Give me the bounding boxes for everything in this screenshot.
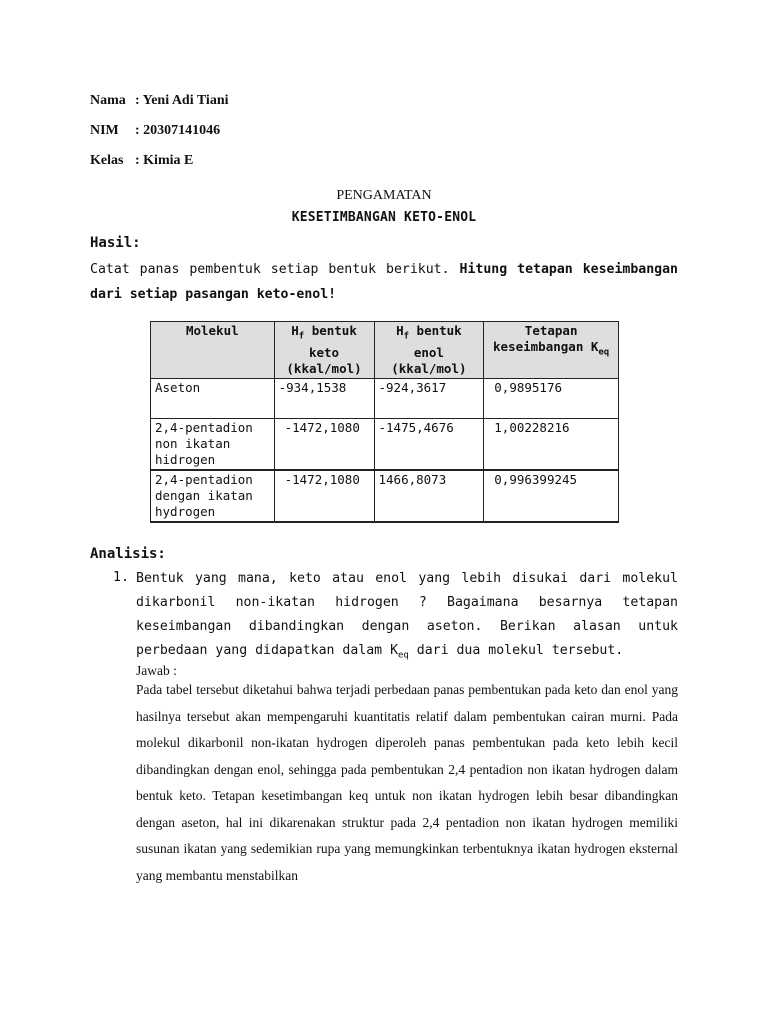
table-row: [151, 378, 619, 418]
cell-enol: 1466,8073: [374, 470, 484, 522]
hasil-heading: Hasil:: [90, 235, 141, 251]
analisis-heading: Analisis:: [90, 546, 166, 562]
cell-enol: -1475,4676: [374, 418, 484, 470]
table-row: [151, 470, 619, 522]
cell-keto: -934,1538: [274, 378, 374, 418]
nim-value: : 20307141046: [135, 123, 221, 138]
name-value: : Yeni Adi Tiani: [135, 93, 229, 108]
kelas-value: : Kimia E: [135, 153, 194, 168]
cell-keq: 0,996399245: [484, 470, 619, 522]
question-number: 1.: [113, 570, 129, 585]
cell-keq: 1,00228216: [484, 418, 619, 470]
name-label: Nama: [90, 93, 126, 108]
hasil-intro: [90, 257, 678, 307]
question-text: Bentuk yang mana, keto atau enol yang lebih disukai dari molekul dikarbonil non-ikatan hidrogen ? Bagaimana besarnya tetapan keseimbangan dibandingkan dengan aseton. Berikan alasan untuk perbedaan yang didapatkan dalam $K_{eq}$ dari dua molekul tersebut.: [136, 571, 678, 661]
cell-molekul: 2,4-pentadion dengan ikatan hydrogen: [151, 470, 275, 522]
table-header-row: [151, 322, 619, 379]
header-molekul: Molekul: [151, 322, 275, 379]
intro-bold: Hitung tetapan keseimbangan dari setiap pasangan keto-enol!: [90, 262, 679, 302]
results-table: [150, 321, 619, 523]
cell-keq: 0,9895176: [484, 378, 619, 418]
cell-keto: -1472,1080: [274, 470, 374, 522]
header-hf-keto: $H_f$ bentuk keto (kkal/mol): [274, 322, 374, 379]
header-hf-enol: $H_f$ bentuk enol (kkal/mol): [374, 322, 484, 379]
intro-plain: Catat panas pembentuk setiap bentuk berikut.: [90, 262, 460, 277]
cell-enol: -924,3617: [374, 378, 484, 418]
answer-text: Pada tabel tersebut diketahui bahwa terjadi perbedaan panas pembentukan pada keto dan enol yang hasilnya tersebut akan mempengaruhi kuantitatis relatif dalam pembentukan cairan murni. Pada molekul dikarbonil non-ikatan hydrogen diperoleh panas pembentukan pada keto lebih kecil dibandingkan dengan enol, sehingga pada pembentukan 2,4 pentadion non ikatan hydrogen dalam bentuk keto. Tetapan kesetimbangan keq untuk non ikatan hydrogen lebih besar dibandingkan dengan aseton, hal ini dikarenakan struktur pada 2,4 pentadion non ikatan hydrogen memiliki susunan ikatan yang sedemikian rupa yang memungkinkan terbentuknya ikatan hydrogen eksternal yang membantu menstabilkan: [136, 682, 678, 883]
header-keq: Tetapan keseimbangan $K_{eq}$: [484, 322, 619, 379]
jawab-label: Jawab :: [136, 663, 177, 678]
name-row: [90, 93, 229, 109]
cell-molekul: 2,4-pentadion non ikatan hidrogen: [151, 418, 275, 470]
cell-keto: -1472,1080: [274, 418, 374, 470]
section-title: PENGAMATAN: [336, 188, 432, 203]
cell-molekul: Aseton: [151, 378, 275, 418]
nim-label: NIM: [90, 123, 119, 138]
kelas-row: [90, 153, 193, 169]
table-row: [151, 418, 619, 470]
section-subtitle: KESETIMBANGAN KETO-ENOL: [291, 210, 477, 225]
nim-row: [90, 123, 220, 139]
kelas-label: Kelas: [90, 153, 124, 168]
